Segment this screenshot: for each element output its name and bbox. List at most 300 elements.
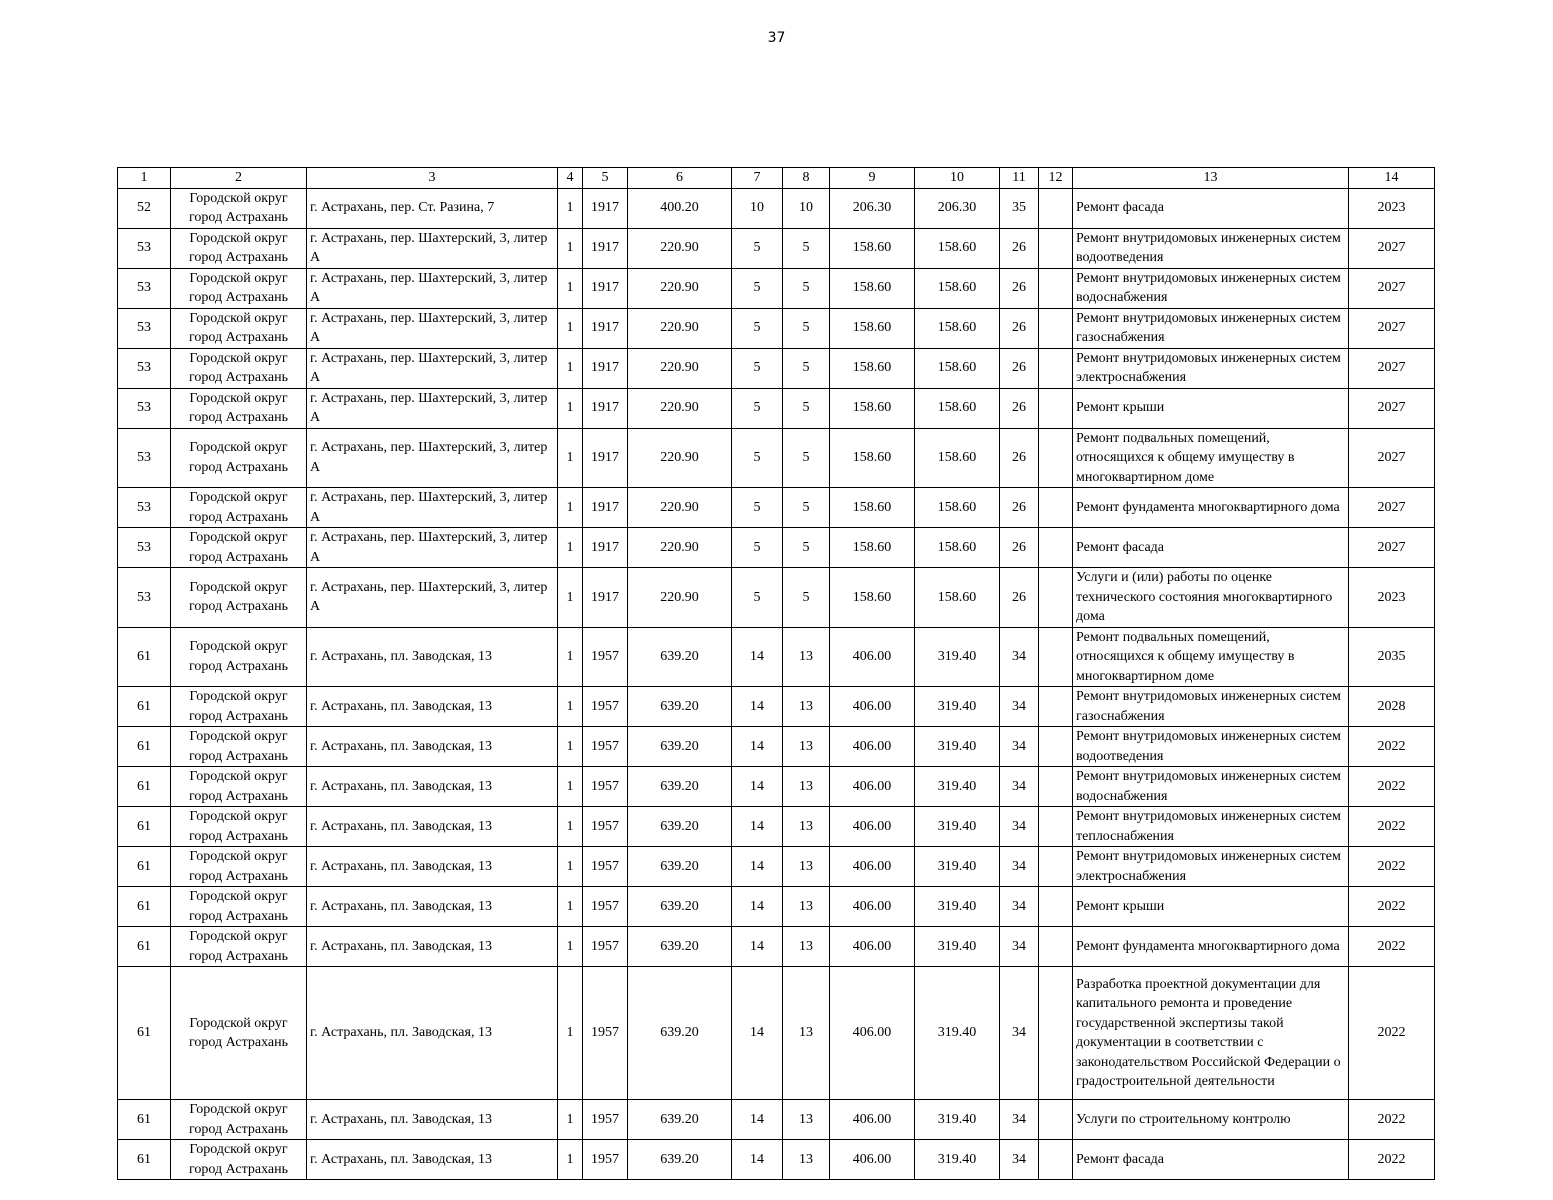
col9-cell: 158.60 <box>830 488 915 528</box>
address-cell: г. Астрахань, пл. Заводская, 13 <box>307 927 558 967</box>
table-row <box>118 308 1435 348</box>
col8-cell: 5 <box>783 308 830 348</box>
col8-cell: 13 <box>783 1100 830 1140</box>
col4-cell: 1 <box>558 887 583 927</box>
col7-cell: 14 <box>732 627 783 687</box>
table-row <box>118 807 1435 847</box>
year-built-cell: 1957 <box>583 927 628 967</box>
municipality-cell: Городской округ город Астрахань <box>171 887 307 927</box>
row-number-cell: 53 <box>118 388 171 428</box>
planned-year-cell: 2027 <box>1349 268 1435 308</box>
col12-cell <box>1039 308 1073 348</box>
row-number-cell: 53 <box>118 428 171 488</box>
address-cell: г. Астрахань, пер. Шахтерский, 3, литер А <box>307 388 558 428</box>
row-number-cell: 61 <box>118 727 171 767</box>
col8-cell: 13 <box>783 847 830 887</box>
planned-year-cell: 2027 <box>1349 488 1435 528</box>
planned-year-cell: 2028 <box>1349 687 1435 727</box>
col9-cell: 158.60 <box>830 268 915 308</box>
year-built-cell: 1917 <box>583 308 628 348</box>
total-area-cell: 639.20 <box>628 687 732 727</box>
row-number-cell: 53 <box>118 268 171 308</box>
row-number-cell: 53 <box>118 488 171 528</box>
year-built-cell: 1957 <box>583 887 628 927</box>
municipality-cell: Городской округ город Астрахань <box>171 348 307 388</box>
address-cell: г. Астрахань, пл. Заводская, 13 <box>307 1100 558 1140</box>
planned-year-cell: 2022 <box>1349 927 1435 967</box>
address-cell: г. Астрахань, пл. Заводская, 13 <box>307 727 558 767</box>
planned-year-cell: 2023 <box>1349 568 1435 628</box>
total-area-cell: 639.20 <box>628 927 732 967</box>
table-row <box>118 428 1435 488</box>
col12-cell <box>1039 887 1073 927</box>
table-row <box>118 228 1435 268</box>
col9-cell: 406.00 <box>830 927 915 967</box>
col8-cell: 13 <box>783 967 830 1100</box>
col10-cell: 319.40 <box>915 687 1000 727</box>
table-row <box>118 188 1435 228</box>
table-body <box>118 188 1435 1180</box>
header-cell: 2 <box>171 168 307 189</box>
col10-cell: 158.60 <box>915 348 1000 388</box>
total-area-cell: 400.20 <box>628 188 732 228</box>
header-cell: 12 <box>1039 168 1073 189</box>
total-area-cell: 220.90 <box>628 568 732 628</box>
col11-cell: 34 <box>1000 727 1039 767</box>
row-number-cell: 61 <box>118 927 171 967</box>
row-number-cell: 61 <box>118 687 171 727</box>
table-row <box>118 348 1435 388</box>
col9-cell: 158.60 <box>830 428 915 488</box>
col7-cell: 14 <box>732 927 783 967</box>
row-number-cell: 53 <box>118 528 171 568</box>
col10-cell: 158.60 <box>915 488 1000 528</box>
col8-cell: 13 <box>783 727 830 767</box>
col10-cell: 158.60 <box>915 528 1000 568</box>
total-area-cell: 220.90 <box>628 528 732 568</box>
total-area-cell: 220.90 <box>628 488 732 528</box>
col8-cell: 13 <box>783 807 830 847</box>
col8-cell: 5 <box>783 568 830 628</box>
col11-cell: 26 <box>1000 488 1039 528</box>
col4-cell: 1 <box>558 568 583 628</box>
col4-cell: 1 <box>558 348 583 388</box>
planned-year-cell: 2022 <box>1349 727 1435 767</box>
year-built-cell: 1957 <box>583 727 628 767</box>
col9-cell: 406.00 <box>830 1140 915 1180</box>
col7-cell: 5 <box>732 268 783 308</box>
municipality-cell: Городской округ город Астрахань <box>171 727 307 767</box>
row-number-cell: 61 <box>118 847 171 887</box>
address-cell: г. Астрахань, пл. Заводская, 13 <box>307 767 558 807</box>
header-cell: 7 <box>732 168 783 189</box>
header-cell: 10 <box>915 168 1000 189</box>
col8-cell: 13 <box>783 927 830 967</box>
work-type-cell: Ремонт фундамента многоквартирного дома <box>1073 488 1349 528</box>
municipality-cell: Городской округ город Астрахань <box>171 687 307 727</box>
col12-cell <box>1039 568 1073 628</box>
municipality-cell: Городской округ город Астрахань <box>171 807 307 847</box>
planned-year-cell: 2027 <box>1349 348 1435 388</box>
col7-cell: 14 <box>732 847 783 887</box>
address-cell: г. Астрахань, пер. Шахтерский, 3, литер А <box>307 228 558 268</box>
work-type-cell: Разработка проектной документации для капитального ремонта и проведение государственной экспертизы такой документации в соответствии с законодательством Российской Федерации о градостроительной деятельности <box>1073 967 1349 1100</box>
municipality-cell: Городской округ город Астрахань <box>171 927 307 967</box>
col4-cell: 1 <box>558 847 583 887</box>
total-area-cell: 639.20 <box>628 767 732 807</box>
address-cell: г. Астрахань, пл. Заводская, 13 <box>307 887 558 927</box>
col9-cell: 406.00 <box>830 627 915 687</box>
col11-cell: 26 <box>1000 528 1039 568</box>
header-cell: 3 <box>307 168 558 189</box>
total-area-cell: 639.20 <box>628 627 732 687</box>
planned-year-cell: 2022 <box>1349 887 1435 927</box>
col8-cell: 5 <box>783 228 830 268</box>
municipality-cell: Городской округ город Астрахань <box>171 308 307 348</box>
row-number-cell: 53 <box>118 348 171 388</box>
col10-cell: 158.60 <box>915 428 1000 488</box>
col11-cell: 26 <box>1000 308 1039 348</box>
municipality-cell: Городской округ город Астрахань <box>171 1140 307 1180</box>
table-row <box>118 1100 1435 1140</box>
total-area-cell: 220.90 <box>628 308 732 348</box>
col9-cell: 406.00 <box>830 967 915 1100</box>
col4-cell: 1 <box>558 727 583 767</box>
work-type-cell: Ремонт внутридомовых инженерных систем электроснабжения <box>1073 847 1349 887</box>
planned-year-cell: 2027 <box>1349 428 1435 488</box>
municipality-cell: Городской округ город Астрахань <box>171 428 307 488</box>
address-cell: г. Астрахань, пер. Шахтерский, 3, литер А <box>307 268 558 308</box>
col7-cell: 14 <box>732 687 783 727</box>
col12-cell <box>1039 428 1073 488</box>
total-area-cell: 639.20 <box>628 967 732 1100</box>
col11-cell: 26 <box>1000 228 1039 268</box>
year-built-cell: 1917 <box>583 348 628 388</box>
col10-cell: 206.30 <box>915 188 1000 228</box>
col7-cell: 5 <box>732 528 783 568</box>
table-row <box>118 887 1435 927</box>
year-built-cell: 1957 <box>583 807 628 847</box>
address-cell: г. Астрахань, пер. Шахтерский, 3, литер А <box>307 348 558 388</box>
col8-cell: 5 <box>783 268 830 308</box>
col11-cell: 34 <box>1000 1140 1039 1180</box>
address-cell: г. Астрахань, пер. Шахтерский, 3, литер А <box>307 308 558 348</box>
col12-cell <box>1039 488 1073 528</box>
col12-cell <box>1039 967 1073 1100</box>
work-type-cell: Ремонт внутридомовых инженерных систем водоснабжения <box>1073 767 1349 807</box>
row-number-cell: 53 <box>118 308 171 348</box>
col10-cell: 319.40 <box>915 807 1000 847</box>
col11-cell: 34 <box>1000 887 1039 927</box>
col8-cell: 13 <box>783 1140 830 1180</box>
col10-cell: 319.40 <box>915 1100 1000 1140</box>
col4-cell: 1 <box>558 268 583 308</box>
municipality-cell: Городской округ город Астрахань <box>171 188 307 228</box>
col10-cell: 158.60 <box>915 388 1000 428</box>
municipality-cell: Городской округ город Астрахань <box>171 528 307 568</box>
year-built-cell: 1957 <box>583 627 628 687</box>
address-cell: г. Астрахань, пл. Заводская, 13 <box>307 627 558 687</box>
work-type-cell: Ремонт фундамента многоквартирного дома <box>1073 927 1349 967</box>
col10-cell: 319.40 <box>915 927 1000 967</box>
work-type-cell: Ремонт внутридомовых инженерных систем газоснабжения <box>1073 308 1349 348</box>
col8-cell: 5 <box>783 348 830 388</box>
col4-cell: 1 <box>558 927 583 967</box>
col8-cell: 13 <box>783 627 830 687</box>
work-type-cell: Ремонт крыши <box>1073 887 1349 927</box>
col10-cell: 158.60 <box>915 228 1000 268</box>
col11-cell: 34 <box>1000 627 1039 687</box>
header-cell: 8 <box>783 168 830 189</box>
col12-cell <box>1039 388 1073 428</box>
table-row <box>118 1140 1435 1180</box>
work-type-cell: Ремонт крыши <box>1073 388 1349 428</box>
row-number-cell: 61 <box>118 967 171 1100</box>
col12-cell <box>1039 1100 1073 1140</box>
col11-cell: 34 <box>1000 1100 1039 1140</box>
col9-cell: 158.60 <box>830 568 915 628</box>
col12-cell <box>1039 1140 1073 1180</box>
col12-cell <box>1039 268 1073 308</box>
municipality-cell: Городской округ город Астрахань <box>171 967 307 1100</box>
row-number-cell: 61 <box>118 627 171 687</box>
col10-cell: 319.40 <box>915 767 1000 807</box>
total-area-cell: 639.20 <box>628 887 732 927</box>
header-cell: 5 <box>583 168 628 189</box>
col4-cell: 1 <box>558 488 583 528</box>
col8-cell: 13 <box>783 887 830 927</box>
col7-cell: 14 <box>732 767 783 807</box>
col7-cell: 5 <box>732 228 783 268</box>
col9-cell: 206.30 <box>830 188 915 228</box>
col7-cell: 14 <box>732 967 783 1100</box>
col9-cell: 406.00 <box>830 847 915 887</box>
work-type-cell: Ремонт внутридомовых инженерных систем водоснабжения <box>1073 268 1349 308</box>
planned-year-cell: 2027 <box>1349 308 1435 348</box>
planned-year-cell: 2022 <box>1349 767 1435 807</box>
address-cell: г. Астрахань, пл. Заводская, 13 <box>307 807 558 847</box>
col8-cell: 5 <box>783 388 830 428</box>
col10-cell: 319.40 <box>915 727 1000 767</box>
col10-cell: 319.40 <box>915 627 1000 687</box>
total-area-cell: 639.20 <box>628 1100 732 1140</box>
col7-cell: 14 <box>732 1140 783 1180</box>
address-cell: г. Астрахань, пер. Ст. Разина, 7 <box>307 188 558 228</box>
col12-cell <box>1039 687 1073 727</box>
col8-cell: 13 <box>783 767 830 807</box>
row-number-cell: 61 <box>118 767 171 807</box>
col12-cell <box>1039 348 1073 388</box>
col4-cell: 1 <box>558 767 583 807</box>
col7-cell: 5 <box>732 308 783 348</box>
col11-cell: 34 <box>1000 767 1039 807</box>
col7-cell: 5 <box>732 348 783 388</box>
row-number-cell: 61 <box>118 807 171 847</box>
header-cell: 4 <box>558 168 583 189</box>
col9-cell: 406.00 <box>830 1100 915 1140</box>
municipality-cell: Городской округ город Астрахань <box>171 767 307 807</box>
col4-cell: 1 <box>558 627 583 687</box>
page-number: 37 <box>767 30 786 46</box>
municipality-cell: Городской округ город Астрахань <box>171 568 307 628</box>
col4-cell: 1 <box>558 807 583 847</box>
municipality-cell: Городской округ город Астрахань <box>171 1100 307 1140</box>
planned-year-cell: 2022 <box>1349 807 1435 847</box>
address-cell: г. Астрахань, пл. Заводская, 13 <box>307 687 558 727</box>
col7-cell: 14 <box>732 727 783 767</box>
total-area-cell: 220.90 <box>628 228 732 268</box>
table-row <box>118 927 1435 967</box>
work-type-cell: Ремонт фасада <box>1073 1140 1349 1180</box>
table-row <box>118 967 1435 1100</box>
col11-cell: 26 <box>1000 348 1039 388</box>
col11-cell: 26 <box>1000 568 1039 628</box>
table-row <box>118 268 1435 308</box>
planned-year-cell: 2027 <box>1349 388 1435 428</box>
table-row <box>118 627 1435 687</box>
col11-cell: 26 <box>1000 268 1039 308</box>
total-area-cell: 220.90 <box>628 348 732 388</box>
column-number-row <box>118 168 1435 189</box>
year-built-cell: 1917 <box>583 228 628 268</box>
col12-cell <box>1039 807 1073 847</box>
total-area-cell: 639.20 <box>628 1140 732 1180</box>
col12-cell <box>1039 188 1073 228</box>
col11-cell: 35 <box>1000 188 1039 228</box>
planned-year-cell: 2022 <box>1349 1100 1435 1140</box>
col9-cell: 158.60 <box>830 308 915 348</box>
row-number-cell: 61 <box>118 1140 171 1180</box>
address-cell: г. Астрахань, пл. Заводская, 13 <box>307 847 558 887</box>
planned-year-cell: 2022 <box>1349 1140 1435 1180</box>
year-built-cell: 1957 <box>583 767 628 807</box>
municipality-cell: Городской округ город Астрахань <box>171 847 307 887</box>
col11-cell: 26 <box>1000 428 1039 488</box>
col12-cell <box>1039 228 1073 268</box>
year-built-cell: 1917 <box>583 528 628 568</box>
table-row <box>118 847 1435 887</box>
work-type-cell: Ремонт внутридомовых инженерных систем электроснабжения <box>1073 348 1349 388</box>
address-cell: г. Астрахань, пер. Шахтерский, 3, литер А <box>307 568 558 628</box>
col4-cell: 1 <box>558 528 583 568</box>
col11-cell: 34 <box>1000 847 1039 887</box>
col12-cell <box>1039 627 1073 687</box>
col8-cell: 13 <box>783 687 830 727</box>
work-type-cell: Ремонт внутридомовых инженерных систем газоснабжения <box>1073 687 1349 727</box>
year-built-cell: 1957 <box>583 1100 628 1140</box>
header-cell: 13 <box>1073 168 1349 189</box>
col9-cell: 158.60 <box>830 228 915 268</box>
planned-year-cell: 2022 <box>1349 967 1435 1100</box>
col4-cell: 1 <box>558 687 583 727</box>
col7-cell: 14 <box>732 1100 783 1140</box>
col10-cell: 319.40 <box>915 887 1000 927</box>
col10-cell: 319.40 <box>915 1140 1000 1180</box>
header-cell: 14 <box>1349 168 1435 189</box>
table-row <box>118 488 1435 528</box>
year-built-cell: 1917 <box>583 188 628 228</box>
table-row <box>118 767 1435 807</box>
col11-cell: 26 <box>1000 388 1039 428</box>
col12-cell <box>1039 767 1073 807</box>
work-type-cell: Услуги по строительному контролю <box>1073 1100 1349 1140</box>
col10-cell: 158.60 <box>915 308 1000 348</box>
address-cell: г. Астрахань, пл. Заводская, 13 <box>307 1140 558 1180</box>
municipality-cell: Городской округ город Астрахань <box>171 228 307 268</box>
col12-cell <box>1039 927 1073 967</box>
year-built-cell: 1917 <box>583 388 628 428</box>
col7-cell: 5 <box>732 388 783 428</box>
row-number-cell: 53 <box>118 228 171 268</box>
year-built-cell: 1917 <box>583 568 628 628</box>
row-number-cell: 53 <box>118 568 171 628</box>
col7-cell: 5 <box>732 488 783 528</box>
year-built-cell: 1917 <box>583 268 628 308</box>
col4-cell: 1 <box>558 388 583 428</box>
col10-cell: 158.60 <box>915 568 1000 628</box>
work-type-cell: Ремонт внутридомовых инженерных систем водоотведения <box>1073 727 1349 767</box>
col9-cell: 406.00 <box>830 767 915 807</box>
col11-cell: 34 <box>1000 687 1039 727</box>
col9-cell: 158.60 <box>830 348 915 388</box>
year-built-cell: 1917 <box>583 488 628 528</box>
col7-cell: 5 <box>732 428 783 488</box>
col7-cell: 10 <box>732 188 783 228</box>
col12-cell <box>1039 727 1073 767</box>
col10-cell: 319.40 <box>915 847 1000 887</box>
total-area-cell: 220.90 <box>628 268 732 308</box>
header-cell: 1 <box>118 168 171 189</box>
col11-cell: 34 <box>1000 967 1039 1100</box>
planned-year-cell: 2022 <box>1349 847 1435 887</box>
table-row <box>118 687 1435 727</box>
col9-cell: 158.60 <box>830 388 915 428</box>
col4-cell: 1 <box>558 967 583 1100</box>
address-cell: г. Астрахань, пл. Заводская, 13 <box>307 967 558 1100</box>
col12-cell <box>1039 847 1073 887</box>
address-cell: г. Астрахань, пер. Шахтерский, 3, литер А <box>307 488 558 528</box>
work-type-cell: Ремонт внутридомовых инженерных систем водоотведения <box>1073 228 1349 268</box>
work-type-cell: Услуги и (или) работы по оценке технического состояния многоквартирного дома <box>1073 568 1349 628</box>
col10-cell: 158.60 <box>915 268 1000 308</box>
col7-cell: 14 <box>732 887 783 927</box>
work-type-cell: Ремонт фасада <box>1073 528 1349 568</box>
total-area-cell: 639.20 <box>628 727 732 767</box>
table-row <box>118 388 1435 428</box>
municipality-cell: Городской округ город Астрахань <box>171 268 307 308</box>
work-type-cell: Ремонт подвальных помещений, относящихся к общему имуществу в многоквартирном доме <box>1073 428 1349 488</box>
table-row <box>118 727 1435 767</box>
col9-cell: 406.00 <box>830 687 915 727</box>
address-cell: г. Астрахань, пер. Шахтерский, 3, литер А <box>307 428 558 488</box>
row-number-cell: 61 <box>118 887 171 927</box>
col8-cell: 5 <box>783 428 830 488</box>
capital-repair-table <box>117 167 1435 1180</box>
col10-cell: 319.40 <box>915 967 1000 1100</box>
row-number-cell: 61 <box>118 1100 171 1140</box>
work-type-cell: Ремонт подвальных помещений, относящихся к общему имуществу в многоквартирном доме <box>1073 627 1349 687</box>
planned-year-cell: 2027 <box>1349 228 1435 268</box>
table-row <box>118 568 1435 628</box>
col8-cell: 10 <box>783 188 830 228</box>
col4-cell: 1 <box>558 1100 583 1140</box>
work-type-cell: Ремонт внутридомовых инженерных систем теплоснабжения <box>1073 807 1349 847</box>
col8-cell: 5 <box>783 528 830 568</box>
col7-cell: 5 <box>732 568 783 628</box>
col9-cell: 158.60 <box>830 528 915 568</box>
col9-cell: 406.00 <box>830 727 915 767</box>
planned-year-cell: 2027 <box>1349 528 1435 568</box>
